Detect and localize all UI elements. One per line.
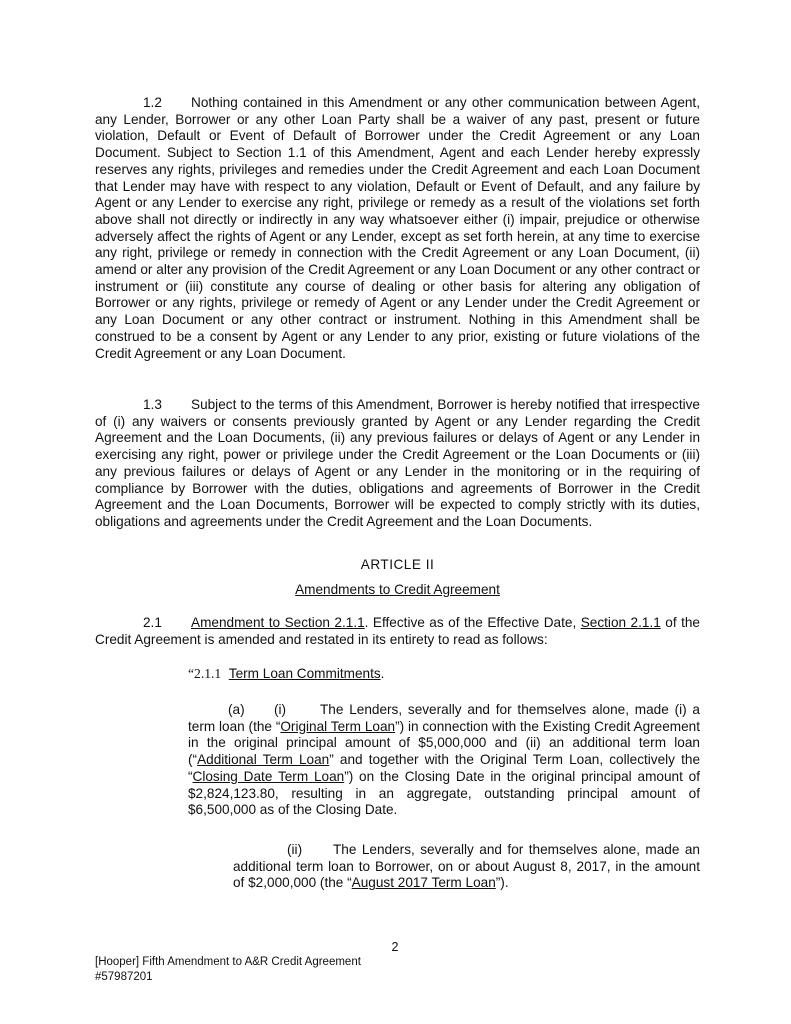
subsection-2-1-1 [188, 666, 700, 683]
section-2-1-number: 2.1 [143, 615, 162, 630]
clause-ii-text-2: ”). [495, 875, 509, 891]
article-title: Amendments to Credit Agreement [295, 582, 500, 597]
document-footer [95, 955, 361, 985]
clause-ii-label: (ii) [287, 842, 303, 857]
section-1-2-number: 1.2 [143, 95, 162, 110]
clause-ii-paragraph [233, 842, 700, 892]
section-1-3-text: Subject to the terms of this Amendment, Borrower is hereby notified that irrespective of (i) any waivers or consents previously granted by Agent or any Lender regarding the Credit Agreement and the Loan Documents, (ii) any previous failures or delays of Agent or any Lender in exercising any right, power or privilege under the Credit Agreement or the Loan Documents or (iii) any previous failures or delays of Agent or any Lender in the monitoring or in the requiring of compliance by Borrower with the duties, obligations and agreements of Borrower in the Credit Agreement and the Loan Documents, Borrower will be expected to comply strictly with its duties, obligations and agreements under the Credit Agreement and the Loan Documents. [95, 397, 700, 529]
clause-a-paragraph [188, 702, 700, 819]
page-number: 2 [391, 940, 399, 954]
clause-a-i-label: (i) [274, 702, 287, 717]
section-1-3-paragraph [95, 397, 700, 531]
subsection-2-1-1-number: “2.1.1 [188, 666, 222, 681]
section-1-2-text: Nothing contained in this Amendment or any other communication between Agent, any Lender, Borrower or any other Loan Party shall be a waiver of any past, present or future violation, Default or Event of Default of Borrower under the Credit Agreement or any Loan Document. Subject to Section 1.1 of this Amendment, Agent and each Lender hereby expressly reserves any rights, privileges and remedies under the Credit Agreement and each Loan Document that Lender may have with respect to any violation, Default or Event of Default, and any failure by Agent or any Lender to exercise any right, privilege or remedy as a result of the violations set forth above shall not directly or indirectly in any way whatsoever either (i) impair, prejudice or otherwise adversely affect the rights of Agent or any Lender, except as set forth herein, at any time to exercise any right, privilege or remedy in connection with the Credit Agreement or any Loan Document, (ii) amend or alter any provision of the Credit Agreement or any Loan Document or any other contract or instrument or (iii) constitute any course of dealing or other basis for altering any obligation of Borrower or any rights, privilege or remedy of Agent or any Lender under the Credit Agreement or any Loan Document or any other contract or instrument. Nothing in this Amendment shall be construed to be a consent by Agent or any Lender to any prior, existing or future violations of the Credit Agreement or any Loan Document. [95, 95, 700, 361]
footer-doc-id: #57987201 [95, 971, 153, 983]
clause-a-text-2: ”) in connection with the Existing Credit Agreement in the original principal amount of $5,000,000 and (ii) an additional term loan (“ [188, 718, 700, 768]
clause-a-text-3: ” and together with the Original Term Loan, collectively the “ [188, 752, 700, 784]
clause-ii-text-1: The Lenders, severally and for themselves alone, made an additional term loan to Borrower, on or about August 8, 2017, in the amount of $2,000,000 (the “ [233, 842, 700, 891]
subsection-2-1-1-period: . [380, 666, 385, 681]
defined-term-august-2017-term-loan: August 2017 Term Loan [351, 875, 496, 891]
section-2-1-text-b: of the Credit Agreement is amended and restated in its entirety to read as follows: [95, 615, 700, 647]
clause-a-label: (a) [228, 702, 245, 717]
defined-term-closing-date-term-loan: Closing Date Term Loan [192, 768, 345, 784]
section-2-1-heading: Amendment to Section 2.1.1 [191, 615, 365, 630]
section-2-1-text-a: . Effective as of the Effective Date, [364, 615, 581, 630]
section-1-2-paragraph [95, 95, 700, 362]
defined-term-additional-term-loan: Additional Term Loan [197, 752, 330, 768]
article-heading: ARTICLE II [360, 557, 435, 572]
clause-a-text-1: The Lenders, severally and for themselves alone, made (i) a term loan (the “ [188, 702, 700, 734]
footer-doc-title: [Hooper] Fifth Amendment to A&R Credit Agreement [95, 956, 361, 968]
section-2-1-paragraph [95, 615, 700, 648]
clause-a-text-4: ”) on the Closing Date in the original principal amount of $2,824,123.80, resulting in an aggregate, outstanding principal amount of $6,500,000 as of the Closing Date. [188, 768, 700, 818]
defined-term-original-term-loan: Original Term Loan [280, 718, 396, 734]
section-2-1-ref: Section 2.1.1 [580, 615, 661, 630]
section-1-3-number: 1.3 [143, 397, 162, 412]
subsection-2-1-1-heading: Term Loan Commitments [228, 666, 381, 681]
